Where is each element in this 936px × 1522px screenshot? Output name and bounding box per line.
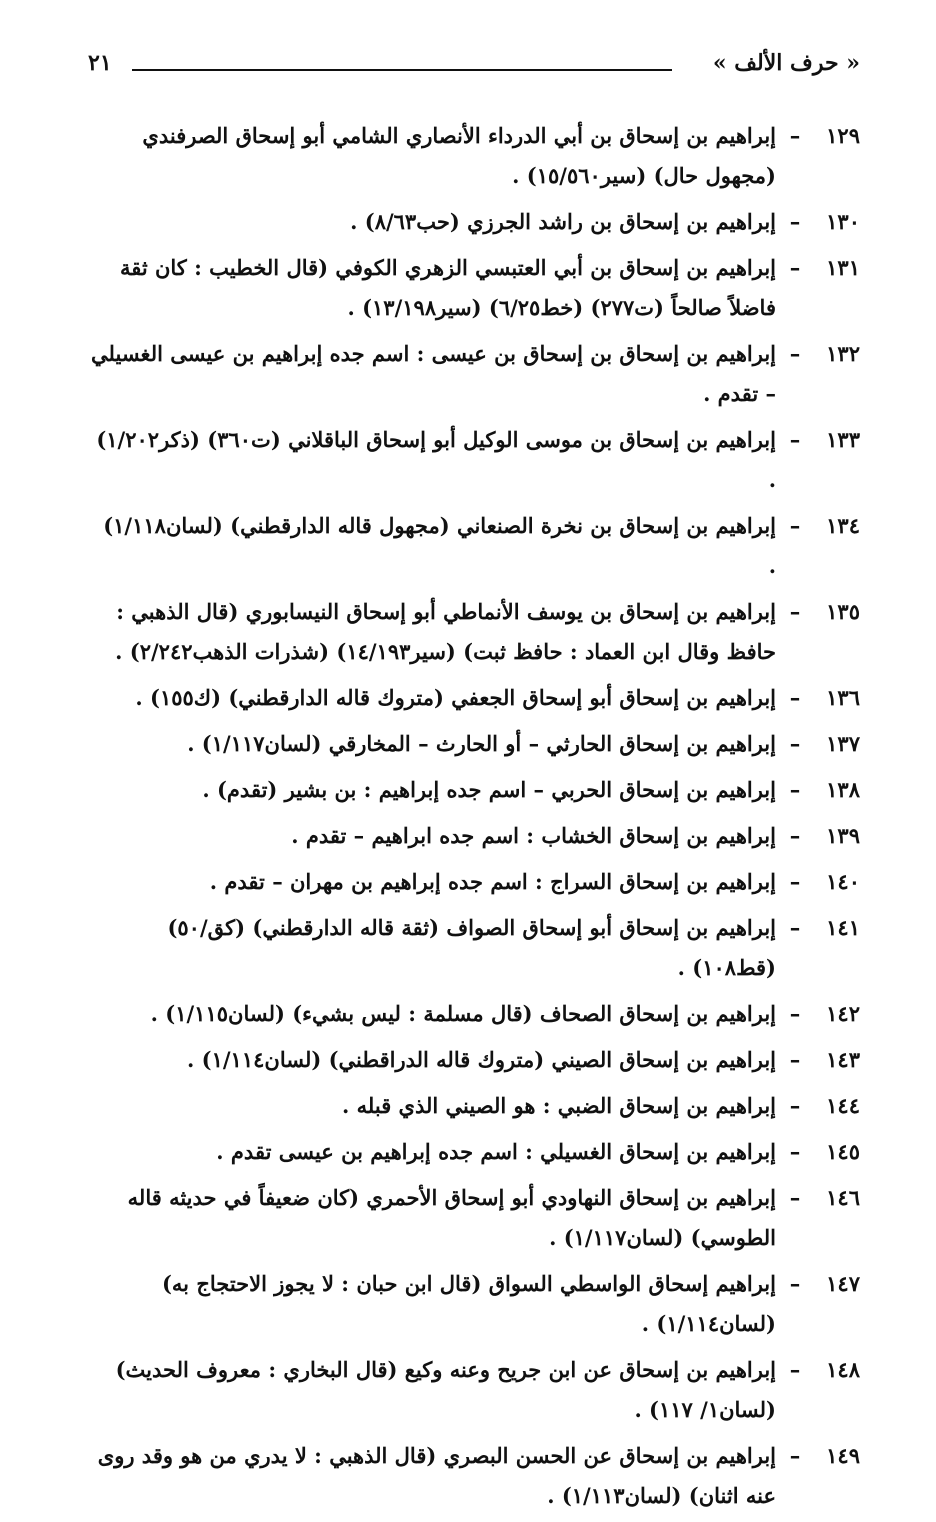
page-number: ٢١ [88,50,112,76]
entry-dash: – [789,1271,801,1296]
entry-number: ١٣٩ [826,823,860,848]
entry-text: إبراهيم بن إسحاق بن أبي العتبسي الزهري الكوفي (قال الخطيب : كان ثقة فاضلاً صالحاً (ت٢٧٧) (خط٦/٢٥) (سير١٣/١٩٨) . [119,255,776,320]
entry-dash: – [789,1139,801,1164]
entry-number: ١٤٤ [826,1093,860,1118]
entry-item [90,506,860,586]
header-rule [132,69,672,71]
entry-number: ١٣٥ [826,599,860,624]
entry-number: ١٤٩ [826,1443,860,1468]
entry-item [90,592,860,672]
entry-dash: – [789,599,801,624]
entry-item [90,908,860,988]
entry-dash: – [789,513,801,538]
entry-dash: – [789,1185,801,1210]
entry-text: إبراهيم بن إسحاق الحربي – اسم جده إبراهيم : بن بشير (تقدم) . [202,777,776,802]
entry-number: ١٣٤ [826,513,860,538]
entry-item [90,116,860,196]
entry-text: إبراهيم بن إسحاق عن ابن جريح وعنه وكيع (قال البخاري : معروف الحديث) (لسان١/ ١١٧) . [115,1357,776,1422]
entry-text: إبراهيم بن إسحاق بن إسحاق بن عيسى : اسم جده إبراهيم بن عيسى الغسيلي – تقدم . [91,341,776,406]
entry-number: ١٤٨ [826,1357,860,1382]
entry-dash: – [789,427,801,452]
entry-number: ١٣٢ [826,341,860,366]
entry-dash: – [789,1357,801,1382]
entry-dash: – [789,777,801,802]
entry-item [90,816,860,856]
entry-list [90,116,860,1522]
entry-item [90,420,860,500]
entry-dash: – [789,123,801,148]
entry-item [90,724,860,764]
entry-dash: – [789,1001,801,1026]
entry-item [90,862,860,902]
entry-dash: – [789,823,801,848]
entry-item [90,1086,860,1126]
entry-dash: – [789,915,801,940]
entry-number: ١٣٣ [826,427,860,452]
entry-dash: – [789,685,801,710]
entry-number: ١٤٥ [826,1139,860,1164]
entry-text: إبراهيم بن إسحاق بن موسى الوكيل أبو إسحاق الباقلاني (ت٣٦٠) (ذكر١/٢٠٢) . [96,427,776,492]
entry-number: ١٣٨ [826,777,860,802]
entry-text: إبراهيم بن إسحاق بن يوسف الأنماطي أبو إسحاق النيسابوري (قال الذهبي : حافظ وقال ابن العماد : حافظ ثبت) (سير١٤/١٩٣) (شذرات الذهب٢/٢٤٢) . [115,599,776,664]
entry-text: إبراهيم بن إسحاق بن راشد الجرزي (حب٨/٦٣) . [350,209,776,234]
entry-text: إبراهيم بن إسحاق الصيني (متروك قاله الدراقطني) (لسان١/١١٤) . [187,1047,776,1072]
entry-number: ١٤٧ [826,1271,860,1296]
entry-dash: – [789,731,801,756]
entry-text: إبراهيم بن إسحاق الضبي : هو الصيني الذي قبله . [342,1093,776,1118]
entry-dash: – [789,341,801,366]
entry-item [90,248,860,328]
entry-item [90,678,860,718]
entry-number: ١٤٦ [826,1185,860,1210]
entry-dash: – [789,1047,801,1072]
entry-item [90,334,860,414]
entry-number: ١٣٧ [826,731,860,756]
entry-number: ١٢٩ [826,123,860,148]
entry-number: ١٣٠ [826,209,860,234]
entry-item [90,202,860,242]
entry-item [90,1264,860,1344]
entry-text: إبراهيم بن إسحاق الصحاف (قال مسلمة : ليس بشيء) (لسان١/١١٥) . [150,1001,776,1026]
entry-text: إبراهيم إسحاق الواسطي السواق (قال ابن حبان : لا يجوز الاحتجاج به) (لسان١/١١٤) . [161,1271,776,1336]
entry-number: ١٤١ [826,915,860,940]
entry-text: إبراهيم بن إسحاق الخشاب : اسم جده ابراهيم – تقدم . [291,823,776,848]
entry-number: ١٣١ [826,255,860,280]
entry-dash: – [789,869,801,894]
entry-item [90,1040,860,1080]
entry-text: إبراهيم بن إسحاق أبو إسحاق الجعفي (متروك قاله الدارقطني) (ك١٥٥) . [135,685,776,710]
entry-dash: – [789,209,801,234]
entry-text: إبراهيم بن إسحاق الغسيلي : اسم جده إبراهيم بن عيسى تقدم . [216,1139,776,1164]
entry-item [90,1132,860,1172]
entry-number: ١٣٦ [826,685,860,710]
entry-item [90,770,860,810]
entry-text: إبراهيم بن إسحاق الحارثي – أو الحارث – المخارقي (لسان١/١١٧) . [187,731,776,756]
entry-number: ١٤٣ [826,1047,860,1072]
entry-text: إبراهيم بن إسحاق بن أبي الدرداء الأنصاري الشامي أبو إسحاق الصرفندي (مجهول حال) (سير١٥/٥٦٠) . [142,123,776,188]
entry-item [90,1178,860,1258]
entry-text: إبراهيم بن إسحاق عن الحسن البصري (قال الذهبي : لا يدري من هو وقد روى عنه اثنان) (لسان١/١١٣) . [97,1443,776,1508]
entry-item [90,994,860,1034]
running-title: « حرف الألف » [712,50,860,76]
page-header [80,44,860,94]
entry-item [90,1436,860,1516]
entry-dash: – [789,255,801,280]
entry-text: إبراهيم بن إسحاق النهاودي أبو إسحاق الأحمري (كان ضعيفاً في حديثه قاله الطوسي) (لسان١/١١٧) . [127,1185,776,1250]
entry-dash: – [789,1443,801,1468]
entry-text: إبراهيم بن إسحاق أبو إسحاق الصواف (ثقة قاله الدارقطني) (كق/٥٠) (قط١٠٨) . [167,915,776,980]
entry-item [90,1350,860,1430]
entry-dash: – [789,1093,801,1118]
entry-text: إبراهيم بن إسحاق السراج : اسم جده إبراهيم بن مهران – تقدم . [209,869,776,894]
entry-number: ١٤٢ [826,1001,860,1026]
entry-number: ١٤٠ [826,869,860,894]
entry-text: إبراهيم بن إسحاق بن نخرة الصنعاني (مجهول قاله الدارقطني) (لسان١/١١٨) . [103,513,776,578]
